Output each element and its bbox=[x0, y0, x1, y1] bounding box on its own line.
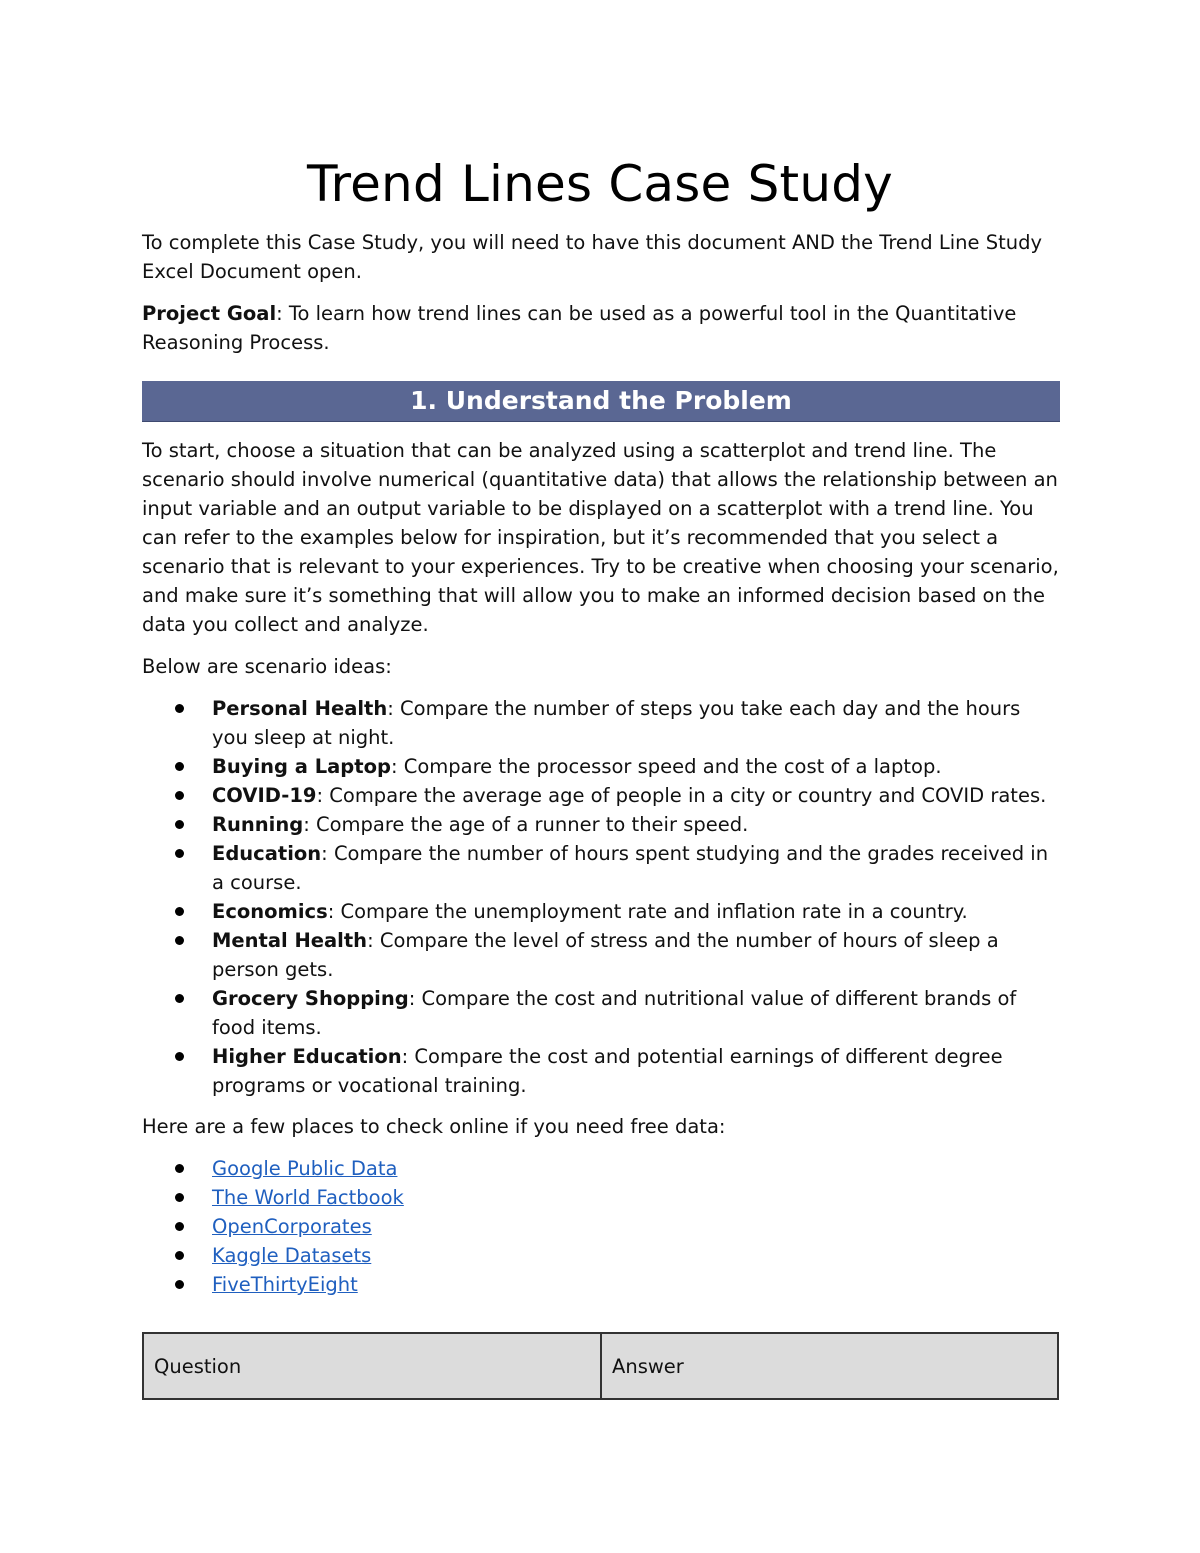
list-item bbox=[142, 752, 1060, 781]
idea-text: : Compare the age of a runner to their speed. bbox=[303, 813, 749, 836]
bullet-icon bbox=[175, 1193, 184, 1202]
idea-label: COVID-19 bbox=[212, 784, 317, 807]
list-item bbox=[142, 1183, 1060, 1212]
bullet-icon bbox=[175, 704, 184, 713]
list-item bbox=[142, 1241, 1060, 1270]
list-item bbox=[142, 839, 1060, 897]
document-content bbox=[142, 228, 1060, 1311]
idea-label: Mental Health bbox=[212, 929, 368, 952]
bullet-icon bbox=[175, 1251, 184, 1260]
bullet-icon bbox=[175, 849, 184, 858]
idea-text: : Compare the unemployment rate and inflation rate in a country. bbox=[327, 900, 968, 923]
list-item bbox=[142, 1270, 1060, 1299]
idea-label: Buying a Laptop bbox=[212, 755, 391, 778]
bullet-icon bbox=[175, 1052, 184, 1061]
table-header-answer: Answer bbox=[612, 1354, 684, 1378]
bullet-icon bbox=[175, 907, 184, 916]
bullet-icon bbox=[175, 936, 184, 945]
list-item bbox=[142, 897, 1060, 926]
table-header-question: Question bbox=[144, 1334, 602, 1398]
link-google-public-data[interactable]: Google Public Data bbox=[212, 1157, 398, 1180]
bullet-icon bbox=[175, 1222, 184, 1231]
bullet-icon bbox=[175, 791, 184, 800]
idea-label: Running bbox=[212, 813, 304, 836]
idea-label: Higher Education bbox=[212, 1045, 402, 1068]
bullet-icon bbox=[175, 994, 184, 1003]
list-item bbox=[142, 810, 1060, 839]
bullet-icon bbox=[175, 820, 184, 829]
project-goal-paragraph bbox=[142, 299, 1060, 357]
document-title: Trend Lines Case Study bbox=[307, 155, 893, 213]
scenario-ideas-list bbox=[142, 694, 1060, 1100]
list-item bbox=[142, 1154, 1060, 1183]
question-answer-table bbox=[142, 1332, 1059, 1400]
idea-label: Education bbox=[212, 842, 322, 865]
link-kaggle-datasets[interactable]: Kaggle Datasets bbox=[212, 1244, 372, 1267]
section-body-paragraph: To start, choose a situation that can be analyzed using a scatterplot and trend line. The scenario should involve numerical (quantitative data) that allows the relationship between an input variable and an output variable to be displayed on a scatterplot with a trend line. You can refer to the examples below for inspiration, but it’s recommended that you select a scenario that is relevant to your experiences. Try to be creative when choosing your scenario, and make sure it’s something that will allow you to make an informed decision based on the data you collect and analyze. bbox=[142, 439, 1059, 636]
list-item bbox=[142, 694, 1060, 752]
link-opencorporates[interactable]: OpenCorporates bbox=[212, 1215, 372, 1238]
idea-label: Economics bbox=[212, 900, 328, 923]
section-heading-understand-problem: 1. Understand the Problem bbox=[142, 381, 1060, 422]
list-item bbox=[142, 984, 1060, 1042]
list-item bbox=[142, 781, 1060, 810]
idea-label: Personal Health bbox=[212, 697, 388, 720]
link-world-factbook[interactable]: The World Factbook bbox=[212, 1186, 404, 1209]
idea-text: : Compare the level of stress and the number of hours of sleep a person gets. bbox=[212, 929, 999, 981]
list-item bbox=[142, 926, 1060, 984]
idea-text: : Compare the cost and potential earnings of different degree programs or vocational training. bbox=[212, 1045, 1003, 1097]
list-item bbox=[142, 1212, 1060, 1241]
project-goal-label: Project Goal bbox=[142, 302, 277, 325]
data-sources-intro: Here are a few places to check online if you need free data: bbox=[142, 1115, 726, 1138]
scenario-ideas-intro: Below are scenario ideas: bbox=[142, 655, 392, 678]
bullet-icon bbox=[175, 1280, 184, 1289]
idea-text: : Compare the number of steps you take each day and the hours you sleep at night. bbox=[212, 697, 1021, 749]
idea-text: : Compare the processor speed and the cost of a laptop. bbox=[390, 755, 942, 778]
link-fivethirtyeight[interactable]: FiveThirtyEight bbox=[212, 1273, 358, 1296]
bullet-icon bbox=[175, 762, 184, 771]
project-goal-text: : To learn how trend lines can be used as a powerful tool in the Quantitative Reasoning Process. bbox=[142, 302, 1017, 354]
intro-paragraph: To complete this Case Study, you will need to have this document AND the Trend Line Study Excel Document open. bbox=[142, 231, 1042, 283]
list-item bbox=[142, 1042, 1060, 1100]
idea-text: : Compare the average age of people in a city or country and COVID rates. bbox=[316, 784, 1047, 807]
idea-text: : Compare the cost and nutritional value of different brands of food items. bbox=[212, 987, 1017, 1039]
idea-label: Grocery Shopping bbox=[212, 987, 409, 1010]
data-sources-list bbox=[142, 1154, 1060, 1299]
idea-text: : Compare the number of hours spent studying and the grades received in a course. bbox=[212, 842, 1049, 894]
bullet-icon bbox=[175, 1164, 184, 1173]
